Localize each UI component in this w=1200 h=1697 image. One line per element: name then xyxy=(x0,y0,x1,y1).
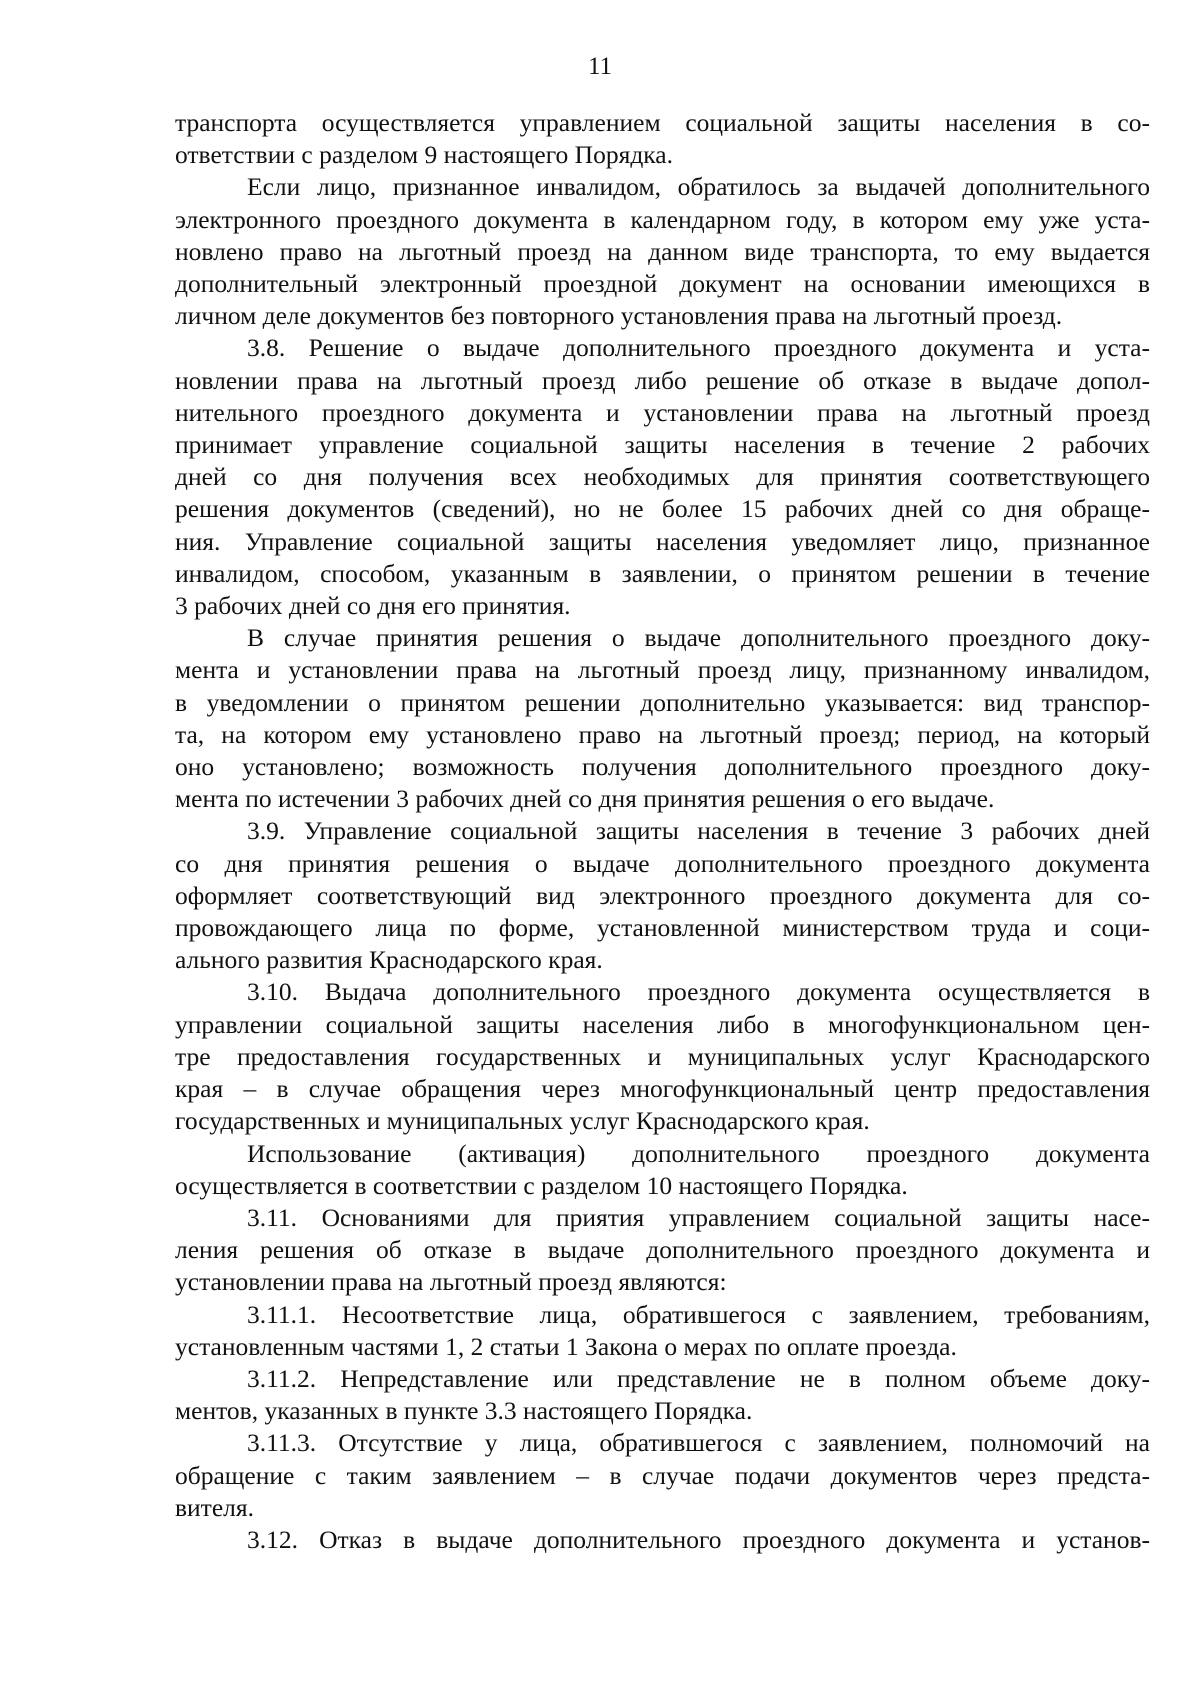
paragraph xyxy=(175,332,1150,622)
text-line: вителя. xyxy=(175,1492,254,1522)
document-body xyxy=(175,107,1150,1556)
paragraph xyxy=(175,1202,1150,1299)
text-line: та, на котором ему установлено право на льготный проезд; период, на который xyxy=(175,719,1150,749)
text-line: обращение с таким заявлением – в случае подачи документов через предста- xyxy=(175,1460,1150,1490)
paragraph xyxy=(175,171,1150,332)
text-line: инвалидом, способом, указанным в заявлении, о принятом решении в течение xyxy=(175,558,1150,588)
text-line: новлении права на льготный проезд либо решение об отказе в выдаче допол- xyxy=(175,365,1150,395)
text-line: принимает управление социальной защиты населения в течение 2 рабочих xyxy=(175,430,1150,460)
paragraph xyxy=(175,1299,1150,1363)
text-line: 3.11.3. Отсутствие у лица, обратившегося с заявлением, полномочий на xyxy=(247,1428,1150,1458)
paragraph xyxy=(175,1363,1150,1427)
text-line: 3.12. Отказ в выдаче дополнительного проездного документа и установ- xyxy=(247,1524,1150,1554)
paragraph xyxy=(175,1138,1150,1202)
text-line: мента и установлении права на льготный проезд лицу, признанному инвалидом, xyxy=(175,655,1150,685)
text-line: установленным частями 1, 2 статьи 1 Закона о мерах по оплате проезда. xyxy=(175,1331,957,1361)
text-line: 3 рабочих дней со дня его принятия. xyxy=(175,591,571,621)
text-line: нительного проездного документа и установлении права на льготный проезд xyxy=(175,397,1150,427)
text-line: личном деле документов без повторного установления права на льготный проезд. xyxy=(175,301,1063,331)
text-line: со дня принятия решения о выдаче дополнительного проездного документа xyxy=(175,848,1150,878)
text-line: транспорта осуществляется управлением социальной защиты населения в со- xyxy=(175,108,1150,137)
text-line: провождающего лица по форме, установленной министерством труда и соци- xyxy=(175,913,1150,943)
text-line: решения документов (сведений), но не более 15 рабочих дней со дня обраще- xyxy=(175,494,1150,524)
text-line: 3.11. Основаниями для приятия управлением социальной защиты насе- xyxy=(247,1202,1150,1232)
text-line: края – в случае обращения через многофункциональный центр предоставления xyxy=(175,1074,1150,1104)
paragraph xyxy=(175,1427,1150,1524)
text-line: тре предоставления государственных и муниципальных услуг Краснодарского xyxy=(175,1041,1150,1071)
text-line: ответствии с разделом 9 настоящего Порядка. xyxy=(175,140,673,170)
text-line: 3.9. Управление социальной защиты населения в течение 3 рабочих дней xyxy=(247,816,1150,846)
text-line: оформляет соответствующий вид электронного проездного документа для со- xyxy=(175,880,1150,910)
text-line: новлено право на льготный проезд на данном виде транспорта, то ему выдается xyxy=(175,236,1150,266)
text-line: в уведомлении о принятом решении дополнительно указывается: вид транспор- xyxy=(175,687,1150,717)
text-line: дополнительный электронный проездной документ на основании имеющихся в xyxy=(175,269,1150,299)
text-line: оно установлено; возможность получения дополнительного проездного доку- xyxy=(175,752,1150,782)
text-line: осуществляется в соответствии с разделом 10 настоящего Порядка. xyxy=(175,1170,908,1200)
text-line: ментов, указанных в пункте 3.3 настоящего Порядка. xyxy=(175,1396,753,1426)
page-number: 11 xyxy=(587,53,613,80)
text-line: ления решения об отказе в выдаче дополнительного проездного документа и xyxy=(175,1235,1150,1265)
text-line: В случае принятия решения о выдаче дополнительного проездного доку- xyxy=(247,623,1150,653)
text-line: 3.11.2. Непредставление или представление не в полном объеме доку- xyxy=(247,1363,1150,1393)
paragraph xyxy=(175,107,1150,171)
text-line: управлении социальной защиты населения либо в многофункциональном цен- xyxy=(175,1009,1150,1039)
text-line: Использование (активация) дополнительного проездного документа xyxy=(247,1138,1150,1168)
paragraph xyxy=(175,815,1150,976)
text-line: 3.11.1. Несоответствие лица, обратившегося с заявлением, требованиям, xyxy=(247,1299,1150,1329)
paragraph xyxy=(175,622,1150,815)
paragraph xyxy=(175,1524,1150,1556)
paragraph xyxy=(175,976,1150,1137)
text-line: 3.8. Решение о выдаче дополнительного проездного документа и уста- xyxy=(247,333,1150,363)
text-line: электронного проездного документа в календарном году, в котором ему уже уста- xyxy=(175,204,1150,234)
text-line: Если лицо, признанное инвалидом, обратилось за выдачей дополнительного xyxy=(247,172,1150,202)
text-line: мента по истечении 3 рабочих дней со дня принятия решения о его выдаче. xyxy=(175,784,995,814)
text-line: 3.10. Выдача дополнительного проездного документа осуществляется в xyxy=(247,977,1150,1007)
text-line: ального развития Краснодарского края. xyxy=(175,945,603,975)
text-line: установлении права на льготный проезд являются: xyxy=(175,1267,727,1297)
text-line: ния. Управление социальной защиты населения уведомляет лицо, признанное xyxy=(175,526,1150,556)
text-line: дней со дня получения всех необходимых для принятия соответствующего xyxy=(175,462,1150,492)
text-line: государственных и муниципальных услуг Краснодарского края. xyxy=(175,1106,870,1136)
